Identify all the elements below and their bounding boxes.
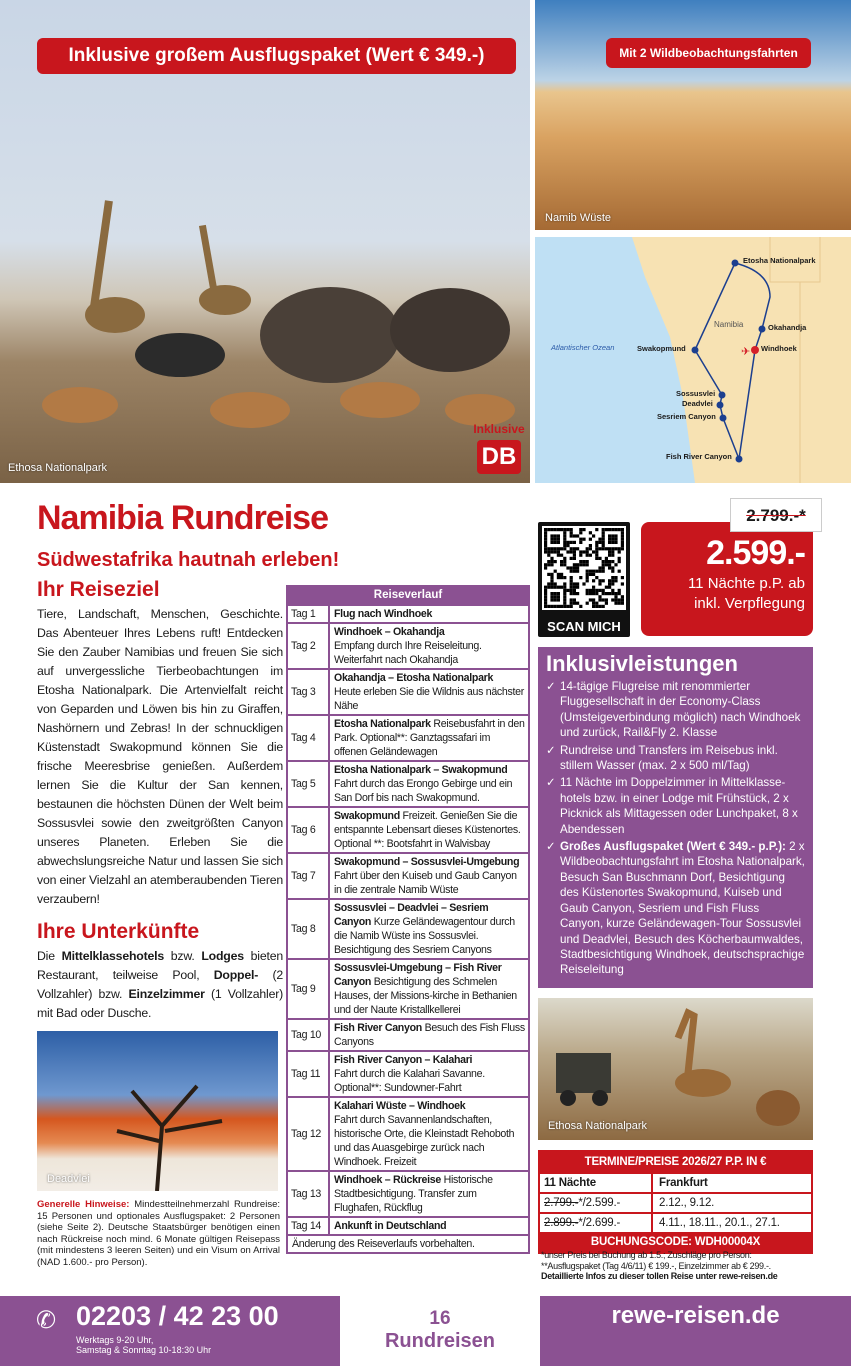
price-notes [541, 1250, 849, 1282]
day-title: Swakopmund [334, 810, 400, 822]
day-description [330, 1218, 449, 1234]
map-marker-deadvlei [717, 402, 724, 409]
col-departure: Frankfurt [659, 1177, 708, 1189]
map-label: Okahandja [768, 323, 807, 332]
item-text: Rundreise und Transfers im Reisebus inkl. stillem Wasser (max. 2 x 500 ml/Tag) [560, 743, 778, 773]
item-text: 14-tägige Flugreise mit renommierter Fluggesellschaft in der Economy-Class (Umsteigeverbindung möglich) nach Windhoek und zurück, Rail&Fly 2. Klasse [560, 680, 801, 740]
excursion-package-badge: Inklusive großem Ausflugspaket (Wert € 349.-) [37, 38, 516, 74]
note: *unser Preis bei Buchung ab 1.5.; Zuschläge pro Person: [541, 1250, 752, 1260]
text: (1 Vollzahler) mit Bad oder Dusche. [37, 987, 283, 1020]
text: Die [37, 949, 62, 963]
itinerary-row [288, 604, 528, 622]
qr-label: SCAN MICH [547, 619, 621, 634]
footer-page [340, 1296, 540, 1366]
inclusive-item [546, 679, 805, 741]
day-description [330, 624, 528, 668]
inclusive-item [546, 839, 805, 978]
map-marker-swakopmund [692, 347, 699, 354]
check-icon: ✓ [546, 680, 556, 693]
day-description [330, 606, 435, 622]
note: **Ausflugspaket (Tag 4/6/11) € 199.-, Einzelzimmer ab € 299.-. [541, 1260, 771, 1271]
day-title: Okahandja – Etosha Nationalpark [334, 672, 494, 684]
day-label: Tag 9 [288, 960, 330, 1018]
day-label: Tag 10 [288, 1020, 330, 1050]
map-marker-etosha [732, 260, 739, 267]
booking-code: BUCHUNGSCODE: WDH00004X [540, 1232, 811, 1252]
note: Detaillierte Infos zu dieser tollen Reise unter rewe-reisen.de [541, 1271, 778, 1281]
day-description [330, 960, 528, 1018]
day-text: Historische Stadtbesichtigung. Transfer zum Flughafen, Rückflug [334, 1174, 493, 1214]
itinerary-row [288, 714, 528, 760]
day-label: Tag 5 [288, 762, 330, 806]
day-label: Tag 3 [288, 670, 330, 714]
route-line [695, 263, 770, 459]
itinerary-row [288, 1018, 528, 1050]
prices-header: TERMINE/PREISE 2026/27 P.P. IN € [540, 1152, 811, 1172]
phone-icon: ✆ [36, 1307, 57, 1334]
inclusive-item [546, 743, 805, 774]
inclusive-heading: Inklusivleistungen [546, 651, 738, 676]
itinerary-row [288, 1216, 528, 1234]
day-title: Swakopmund – Sossusvlei-Umgebung [334, 856, 520, 868]
current-price: 2.599.- [706, 534, 805, 572]
notes-label: Generelle Hinweise: [37, 1199, 130, 1210]
item-text: 11 Nächte im Doppelzimmer in Mittelklasse-hotels bzw. in einer Lodge mit Frühstück, 2 x Picknick als Mittagessen oder Lunchpaket, 8 x Abendessen [560, 776, 798, 836]
col-nights: 11 Nächte [540, 1174, 653, 1192]
day-title: Fish River Canyon – Kalahari [334, 1054, 473, 1066]
day-text: Fahrt durch das Erongo Gebirge und ein San Dorf bis nach Swakopmund. [334, 778, 513, 804]
day-label: Tag 8 [288, 900, 330, 958]
text: Lodges [201, 949, 244, 963]
day-description [330, 900, 528, 958]
itinerary-row [288, 1170, 528, 1216]
map-label: Windhoek [761, 344, 797, 353]
notes-text: Mindestteilnehmerzahl Rundreise: 15 Personen und optionales Ausflugspaket: 2 Personen (siehe Seite 2). Deutsche Staatsbürger benötigen einen nach Rückreise noch mind. 6 Monate gültigen Reisepass (mit mindestens 3 leeren Seiten) und ein Visum on Arrival (NAD 1.600.- pro Person). [37, 1199, 280, 1268]
price-row [540, 1192, 811, 1212]
day-title: Etosha Nationalpark [334, 718, 431, 730]
unterkuenfte-text [37, 947, 283, 1023]
itinerary-row [288, 898, 528, 958]
old-price: 2.899.- [544, 1217, 579, 1229]
hours: Samstag & Sonntag 10-18:30 Uhr [76, 1345, 212, 1355]
itinerary-row [288, 958, 528, 1018]
itinerary-row [288, 760, 528, 806]
day-label: Tag 14 [288, 1218, 330, 1234]
map-marker-sossusvlei [719, 392, 726, 399]
itinerary-row [288, 1096, 528, 1170]
day-description [330, 1052, 528, 1096]
day-text: Kurze Geländewagentour durch die Namib Wüste ins Sossusvlei. Besichtigung des Sesriem Canyons [334, 916, 515, 956]
itinerary-table [286, 585, 530, 1254]
day-description [330, 762, 528, 806]
item-text: 2 x Wildbeobachtungsfahrt im Etosha Nationalpark, Besuch San Buschmann Dorf, Besichtigung des Küstenortes Swakopmund, Kuiseb und Gaub Canyon, Sesriem und Fish Fluss Canyon, kurze Geländewagen-Tour Sossusvlei und Deadvlei, Besuch des Köcherbaumwaldes, Stadtbesichtigung Windhoek, deutschsprachige Reiseleitung [560, 840, 805, 977]
text: bzw. [163, 949, 202, 963]
section-name: Rundreisen [384, 1330, 496, 1352]
map-label: Fish River Canyon [666, 452, 732, 461]
day-title: Etosha Nationalpark – Swakopmund [334, 764, 508, 776]
day-title: Windhoek – Rückreise [334, 1174, 441, 1186]
giraffe-photo [538, 998, 813, 1140]
namib-desert-photo [535, 0, 851, 230]
wildlife-drives-badge: Mit 2 Wildbeobachtungsfahrten [606, 38, 811, 68]
photo-caption: Ethosa Nationalpark [8, 462, 108, 474]
item-bold: Großes Ausflugspaket (Wert € 349.- p.P.): [560, 840, 786, 854]
page-title: Namibia Rundreise [37, 499, 328, 537]
day-label: Tag 13 [288, 1172, 330, 1216]
day-description [330, 854, 528, 898]
price-row [540, 1212, 811, 1232]
page-number: 16 [429, 1308, 451, 1329]
airplane-icon: ✈ [741, 346, 751, 358]
day-text: Freizeit. Genießen Sie die entspannte Lebensart dieses Küstenortes. Optional **: Bootsfahrt in Walvisbay [334, 810, 521, 850]
day-label: Tag 1 [288, 606, 330, 622]
text: Mittelklassehotels [61, 949, 164, 963]
map-label-country: Namibia [714, 320, 744, 329]
map-marker-windhoek [751, 346, 759, 354]
text: bieten Restaurant, teilweise Pool, [37, 949, 283, 982]
old-price: 2.799.- [544, 1197, 579, 1209]
route-map [535, 237, 851, 483]
check-icon: ✓ [546, 743, 556, 757]
itinerary-row [288, 806, 528, 852]
text: (2 Vollzahler) bzw. [37, 968, 283, 1001]
day-description [330, 716, 528, 760]
general-notes [37, 1199, 280, 1269]
text: Einzelzimmer [128, 987, 205, 1001]
day-text: Besuch des Fish Fluss Canyons [334, 1022, 525, 1048]
itinerary-footer: Änderung des Reiseverlaufs vorbehalten. [288, 1234, 528, 1252]
day-description [330, 670, 528, 714]
check-icon: ✓ [546, 776, 556, 790]
day-title: Fish River Canyon [334, 1022, 422, 1034]
day-title: Sossusvlei-Umgebung – Fish River Canyon [334, 962, 502, 988]
day-text: Besichtigung des Schmelen Hauses, der Missions-kirche in Bethanien und der Naute Kristallkellerei [334, 976, 517, 1016]
day-label: Tag 6 [288, 808, 330, 852]
map-marker-okahandja [759, 326, 766, 333]
db-inklusive-label: Inklusive [473, 422, 525, 436]
map-label: Swakopmund [637, 344, 686, 353]
day-title: Sossusvlei – Deadvlei – Sesriem Canyon [334, 902, 489, 928]
day-text: Empfang durch Ihre Reiseleitung. Weiterfahrt nach Okahandja [334, 640, 482, 666]
day-text: Reisebusfahrt in den Park. Optional**: Ganztagssafari im offenen Geländewagen [334, 718, 525, 758]
hours: Werktags 9-20 Uhr, [76, 1335, 154, 1345]
photo-caption: Namib Wüste [545, 212, 612, 224]
itinerary-row [288, 1050, 528, 1096]
day-text: Fahrt durch die Kalahari Savanne. Optional**: Sundowner-Fahrt [334, 1068, 485, 1094]
new-price: */2.699.- [578, 1217, 621, 1229]
dates: 4.11., 18.11., 20.1., 27.1. [659, 1217, 780, 1229]
photo-caption: Deadvlei [47, 1173, 90, 1185]
new-price: */2.599.- [578, 1197, 621, 1209]
map-marker-sesriem [720, 415, 727, 422]
day-title: Flug nach Windhoek [334, 608, 433, 620]
day-text: Fahrt über den Kuiseb und Gaub Canyon in die zentrale Namib Wüste [334, 870, 517, 896]
page-subtitle: Südwestafrika hautnah erleben! [37, 549, 340, 571]
db-logo: DB [477, 440, 521, 474]
map-label: Etosha Nationalpark [743, 256, 816, 265]
old-price: 2.799.-* [730, 498, 822, 532]
map-label: Sossusvlei [676, 389, 716, 398]
day-label: Tag 11 [288, 1052, 330, 1096]
inclusive-item [546, 775, 805, 837]
dates: 2.12., 9.12. [659, 1197, 715, 1209]
map-label: Sesriem Canyon [657, 412, 716, 421]
day-description [330, 1172, 528, 1216]
ocean-area [535, 237, 695, 483]
prices-col-header [540, 1172, 811, 1192]
day-label: Tag 4 [288, 716, 330, 760]
day-title: Kalahari Wüste – Windhoek [334, 1100, 466, 1112]
reiseziel-heading: Ihr Reiseziel [37, 578, 160, 601]
day-title: Ankunft in Deutschland [334, 1220, 447, 1232]
day-description [330, 1098, 528, 1170]
day-label: Tag 12 [288, 1098, 330, 1170]
itinerary-row [288, 668, 528, 714]
qr-code-box[interactable] [538, 522, 630, 637]
day-text: Heute erleben Sie die Wildnis aus nächster Nähe [334, 686, 524, 712]
itinerary-row [288, 622, 528, 668]
check-icon: ✓ [546, 840, 556, 854]
itinerary-header: Reiseverlauf [288, 587, 528, 604]
map-label-ocean: Atlantischer Ozean [551, 343, 615, 352]
day-label: Tag 2 [288, 624, 330, 668]
footer-phone [0, 1296, 340, 1366]
phone-number[interactable]: 02203 / 42 23 00 [76, 1301, 279, 1331]
text: Doppel- [213, 968, 259, 982]
qr-code[interactable] [542, 526, 626, 610]
price-box [641, 522, 813, 636]
website-link[interactable]: rewe-reisen.de [540, 1296, 851, 1366]
price-desc-2: inkl. Verpflegung [694, 595, 805, 612]
map-marker-fish-river [736, 456, 743, 463]
deadvlei-photo [37, 1031, 278, 1191]
day-text: Fahrt durch Savannenlandschaften, historische Orte, die Kleinstadt Rehoboth und das Auasgebirge zurück nach Windhoek. Freizeit [334, 1114, 515, 1168]
inclusive-services-box [538, 647, 813, 988]
unterkuenfte-heading: Ihre Unterkünfte [37, 920, 200, 943]
day-description [330, 808, 528, 852]
photo-caption: Ethosa Nationalpark [548, 1120, 648, 1132]
day-description [330, 1020, 528, 1050]
itinerary-row [288, 852, 528, 898]
reiseziel-text: Tiere, Landschaft, Menschen, Geschichte. Das Abenteuer Ihres Lebens ruft! Entdecken Sie den Zauber Namibias und freuen Sie sich auf unvergessliche Tierbeobachtungen im Etosha Nationalpark. Die Artenvielfalt reicht von Geparden und Löwen bis hin zu Giraffen, Nashörnern und Zebras! In der schnuckligen Küstenstadt Swakopmund können Sie die frische Meeresbrise genießen. Außerdem lernen Sie die Kultur der San kennen, bestaunen die höchsten Dünen der Welt beim Sossusvlei sowie den zweitgrößten Canyon unseres Planeten. Erleben Sie die abwechslungsreiche Natur und lassen Sie sich von einer Vielzahl an atemberaubenden Tieren verzaubern! [37, 607, 283, 906]
map-label: Deadvlei [682, 399, 713, 408]
day-title: Windhoek – Okahandja [334, 626, 445, 638]
day-label: Tag 7 [288, 854, 330, 898]
dates-prices-table [538, 1150, 813, 1254]
price-desc-1: 11 Nächte p.P. ab [687, 575, 805, 592]
